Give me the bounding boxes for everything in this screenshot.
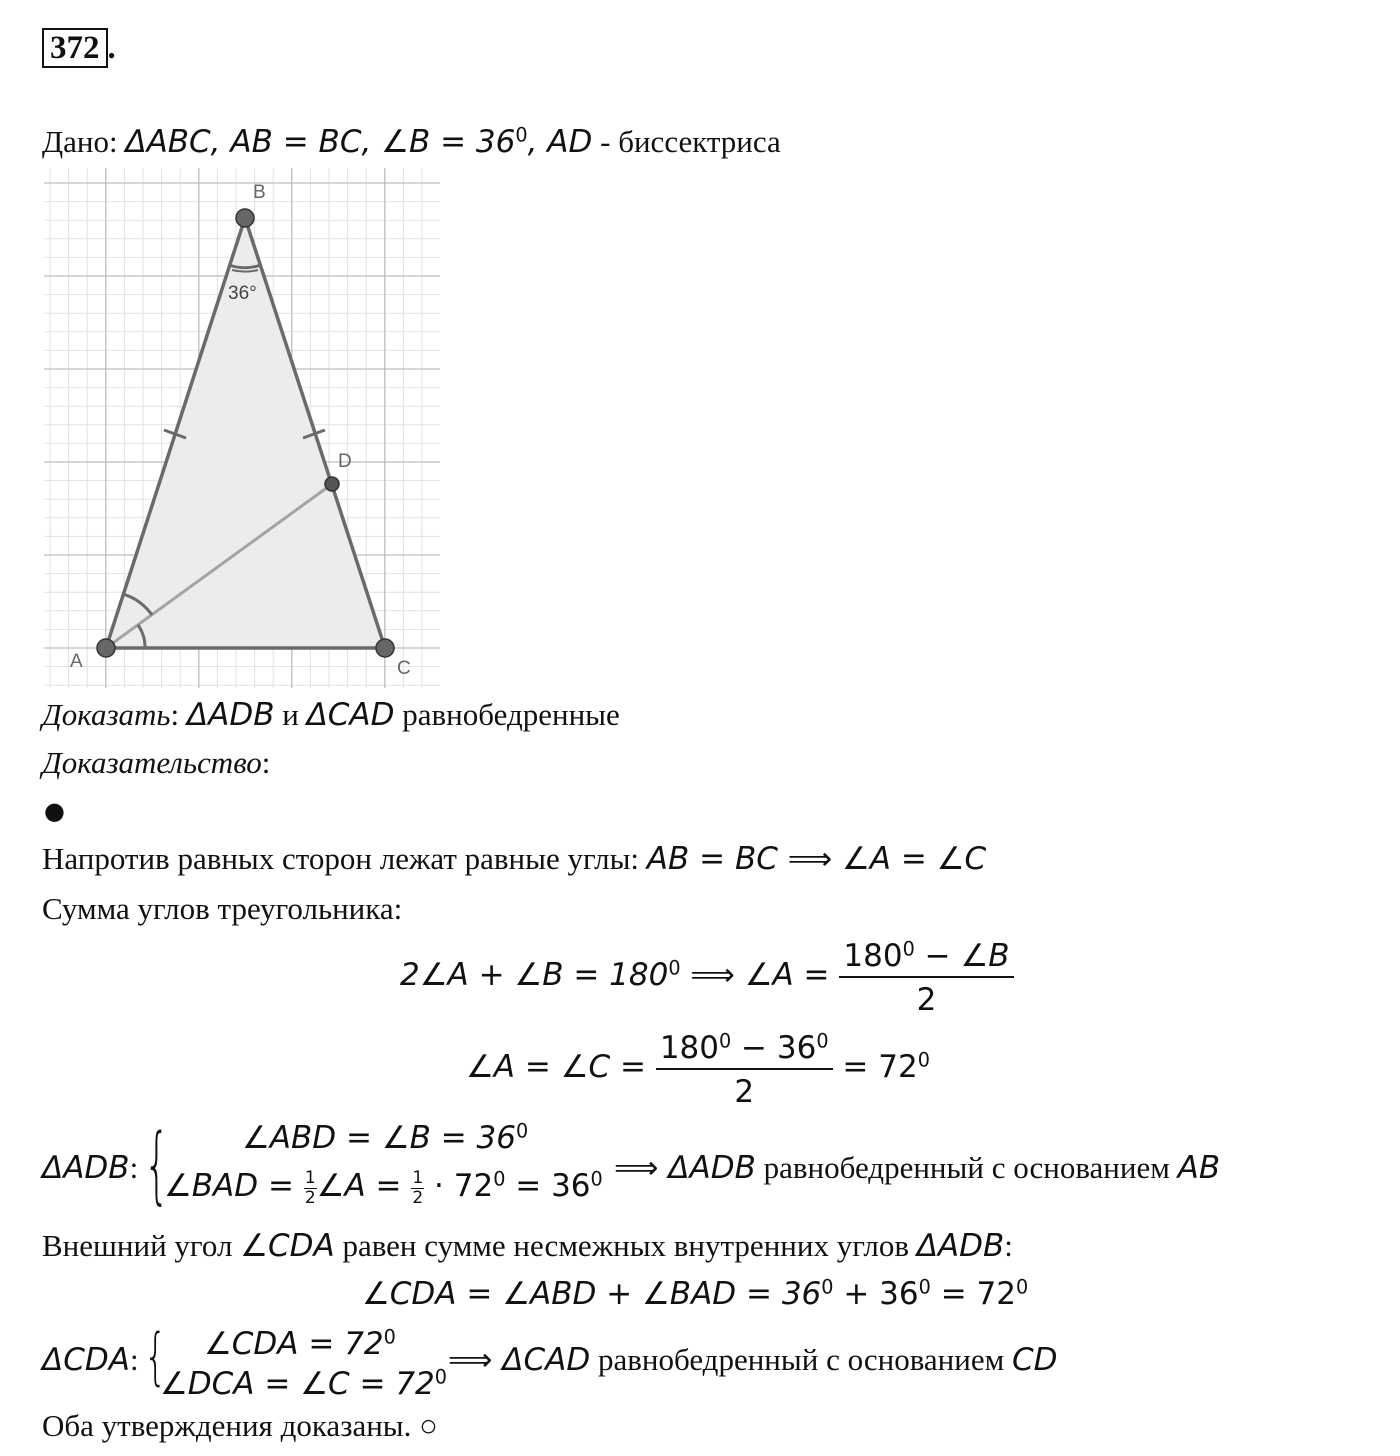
point-d bbox=[325, 477, 339, 491]
half-2-d: 2 bbox=[412, 1188, 424, 1209]
sys2-row1 bbox=[204, 1326, 396, 1362]
sys2-row2-text: ∠DCA = ∠C = 72 bbox=[160, 1366, 435, 1402]
given-formula: ΔABC, AB = BC, ∠B = 36 bbox=[125, 124, 516, 160]
half-2-n: 1 bbox=[412, 1168, 424, 1189]
sys2-conclusion-tail: равнобедренный с основанием bbox=[590, 1342, 1012, 1377]
line3-angle: ∠CDA bbox=[240, 1228, 335, 1264]
problem-number-text: 372 bbox=[50, 30, 100, 66]
eq2-num: 180 bbox=[659, 1030, 719, 1066]
half-fraction-2 bbox=[411, 1169, 424, 1208]
sys2-conclusion bbox=[448, 1342, 1058, 1378]
sys2-row2-sup: 0 bbox=[434, 1365, 447, 1389]
proof-colon: : bbox=[261, 745, 271, 780]
eq3-s2: 0 bbox=[918, 1275, 931, 1299]
label-c: C bbox=[397, 658, 411, 679]
problem-number-suffix: . bbox=[107, 30, 116, 66]
sys2-colon: : bbox=[129, 1342, 139, 1377]
point-a bbox=[97, 639, 115, 657]
eq1-sup: 0 bbox=[668, 956, 681, 980]
line1-formula: AB = BC ⟹ ∠A = ∠C bbox=[646, 841, 987, 877]
sys1-label bbox=[42, 1150, 138, 1186]
line-angle-sum: Сумма углов треугольника: bbox=[42, 891, 403, 926]
sys2-base: CD bbox=[1012, 1342, 1058, 1378]
given-line bbox=[42, 124, 781, 160]
sys1-row2-c: · 72 bbox=[424, 1168, 494, 1204]
sys1-colon: : bbox=[129, 1150, 139, 1185]
eq1-num-tail: − ∠B bbox=[914, 938, 1010, 974]
half-1-d: 2 bbox=[304, 1188, 316, 1209]
prove-tail: равнобедренные bbox=[394, 697, 620, 732]
sys2-label bbox=[42, 1342, 139, 1378]
line3-triangle: ΔADB bbox=[916, 1228, 1005, 1264]
sys1-row2 bbox=[164, 1168, 603, 1208]
eq2-num-sup2: 0 bbox=[816, 1029, 829, 1053]
eq1-numerator bbox=[839, 938, 1013, 978]
line-opposite-sides bbox=[42, 841, 986, 877]
sys2-implies: ⟹ bbox=[448, 1342, 503, 1378]
eq3-c: = 72 bbox=[930, 1276, 1016, 1312]
sys1-row1-sup: 0 bbox=[516, 1119, 529, 1143]
line3-text: Внешний угол bbox=[42, 1228, 241, 1263]
eq2-num-mid: − 36 bbox=[731, 1030, 817, 1066]
sys1-row2-sup2: 0 bbox=[590, 1167, 603, 1191]
half-fraction-1 bbox=[304, 1169, 317, 1208]
line-exterior-angle bbox=[42, 1228, 1013, 1264]
eq2-right-sup: 0 bbox=[917, 1048, 930, 1072]
bullet: ● bbox=[44, 797, 65, 825]
prove-triangle-1: ΔADB bbox=[186, 697, 275, 733]
sys1-row1-text: ∠ABD = ∠B = 36 bbox=[242, 1120, 517, 1156]
sys1-row2-sup: 0 bbox=[493, 1167, 506, 1191]
eq2-right: = 72 bbox=[832, 1049, 918, 1086]
prove-and: и bbox=[274, 697, 307, 732]
equation-2 bbox=[466, 1030, 930, 1110]
prove-line bbox=[42, 697, 620, 733]
problem-number bbox=[42, 28, 116, 68]
sys2-triangle: ΔCDA bbox=[42, 1342, 130, 1378]
eq3-s1: 0 bbox=[821, 1275, 834, 1299]
eq1-num-sup: 0 bbox=[902, 937, 915, 961]
eq2-numerator bbox=[656, 1030, 833, 1070]
sys1-row2-a: ∠BAD = bbox=[164, 1168, 304, 1204]
sys1-implies: ⟹ bbox=[614, 1150, 669, 1186]
given-tail: - биссектриса bbox=[592, 124, 781, 159]
sys1-conclusion-triangle: ΔADB bbox=[668, 1150, 756, 1186]
eq3-a: ∠CDA = ∠ABD + ∠BAD = 36 bbox=[362, 1276, 822, 1312]
given-formula-tail: , AD bbox=[527, 124, 593, 160]
point-b bbox=[236, 209, 254, 227]
half-1-n: 1 bbox=[304, 1168, 316, 1189]
sys1-conclusion-tail: равнобедренный с основанием bbox=[755, 1150, 1178, 1185]
line3-mid: равен сумме несмежных внутренних углов bbox=[334, 1228, 917, 1263]
sys1-triangle: ΔADB bbox=[42, 1150, 130, 1186]
line3-colon: : bbox=[1004, 1228, 1013, 1263]
given-sup: 0 bbox=[515, 123, 528, 147]
proof-heading bbox=[42, 745, 270, 781]
equation-3 bbox=[362, 1276, 1028, 1312]
angle-label-b: 36° bbox=[228, 283, 257, 304]
triangle-diagram bbox=[44, 168, 440, 688]
eq1-left: 2∠A + ∠B = 180 bbox=[400, 957, 669, 994]
eq3-s3: 0 bbox=[1016, 1275, 1029, 1299]
eq2-left: ∠A = ∠C = bbox=[466, 1049, 656, 1086]
eq2-denominator: 2 bbox=[734, 1074, 755, 1110]
proof-label: Доказательство bbox=[42, 745, 262, 780]
sys1-base: AB bbox=[1177, 1150, 1221, 1186]
prove-label: Доказать bbox=[42, 697, 171, 732]
label-b: B bbox=[253, 182, 266, 203]
sys1-conclusion bbox=[614, 1150, 1220, 1186]
eq2-num-sup: 0 bbox=[718, 1029, 732, 1053]
eq3-b: + 36 bbox=[833, 1276, 919, 1312]
sys2-brace: { bbox=[144, 1323, 167, 1393]
sys1-brace: { bbox=[144, 1117, 170, 1215]
sys1-row2-b: ∠A = bbox=[316, 1168, 412, 1204]
eq1-fraction bbox=[839, 938, 1013, 1018]
prove-triangle-2: ΔCAD bbox=[306, 697, 395, 733]
equation-1 bbox=[400, 938, 1014, 1018]
eq1-num: 180 bbox=[843, 938, 903, 974]
point-c bbox=[376, 639, 394, 657]
eq1-mid: ⟹ ∠A = bbox=[680, 957, 840, 994]
label-a: A bbox=[70, 651, 83, 672]
eq1-denominator: 2 bbox=[916, 982, 937, 1018]
sys2-row1-sup: 0 bbox=[383, 1325, 396, 1349]
sys2-row2 bbox=[160, 1366, 447, 1402]
prove-colon: : bbox=[170, 697, 180, 732]
line1-text: Напротив равных сторон лежат равные углы: bbox=[42, 841, 647, 876]
sys2-conclusion-triangle: ΔCAD bbox=[502, 1342, 591, 1378]
eq2-fraction bbox=[656, 1030, 833, 1110]
sys2-row1-text: ∠CDA = 72 bbox=[204, 1326, 384, 1362]
given-label: Дано: bbox=[42, 124, 118, 159]
sys1-row2-d: = 36 bbox=[505, 1168, 591, 1204]
label-d: D bbox=[338, 451, 352, 472]
conclusion: Оба утверждения доказаны. ○ bbox=[42, 1408, 438, 1443]
sys1-row1 bbox=[242, 1120, 528, 1156]
